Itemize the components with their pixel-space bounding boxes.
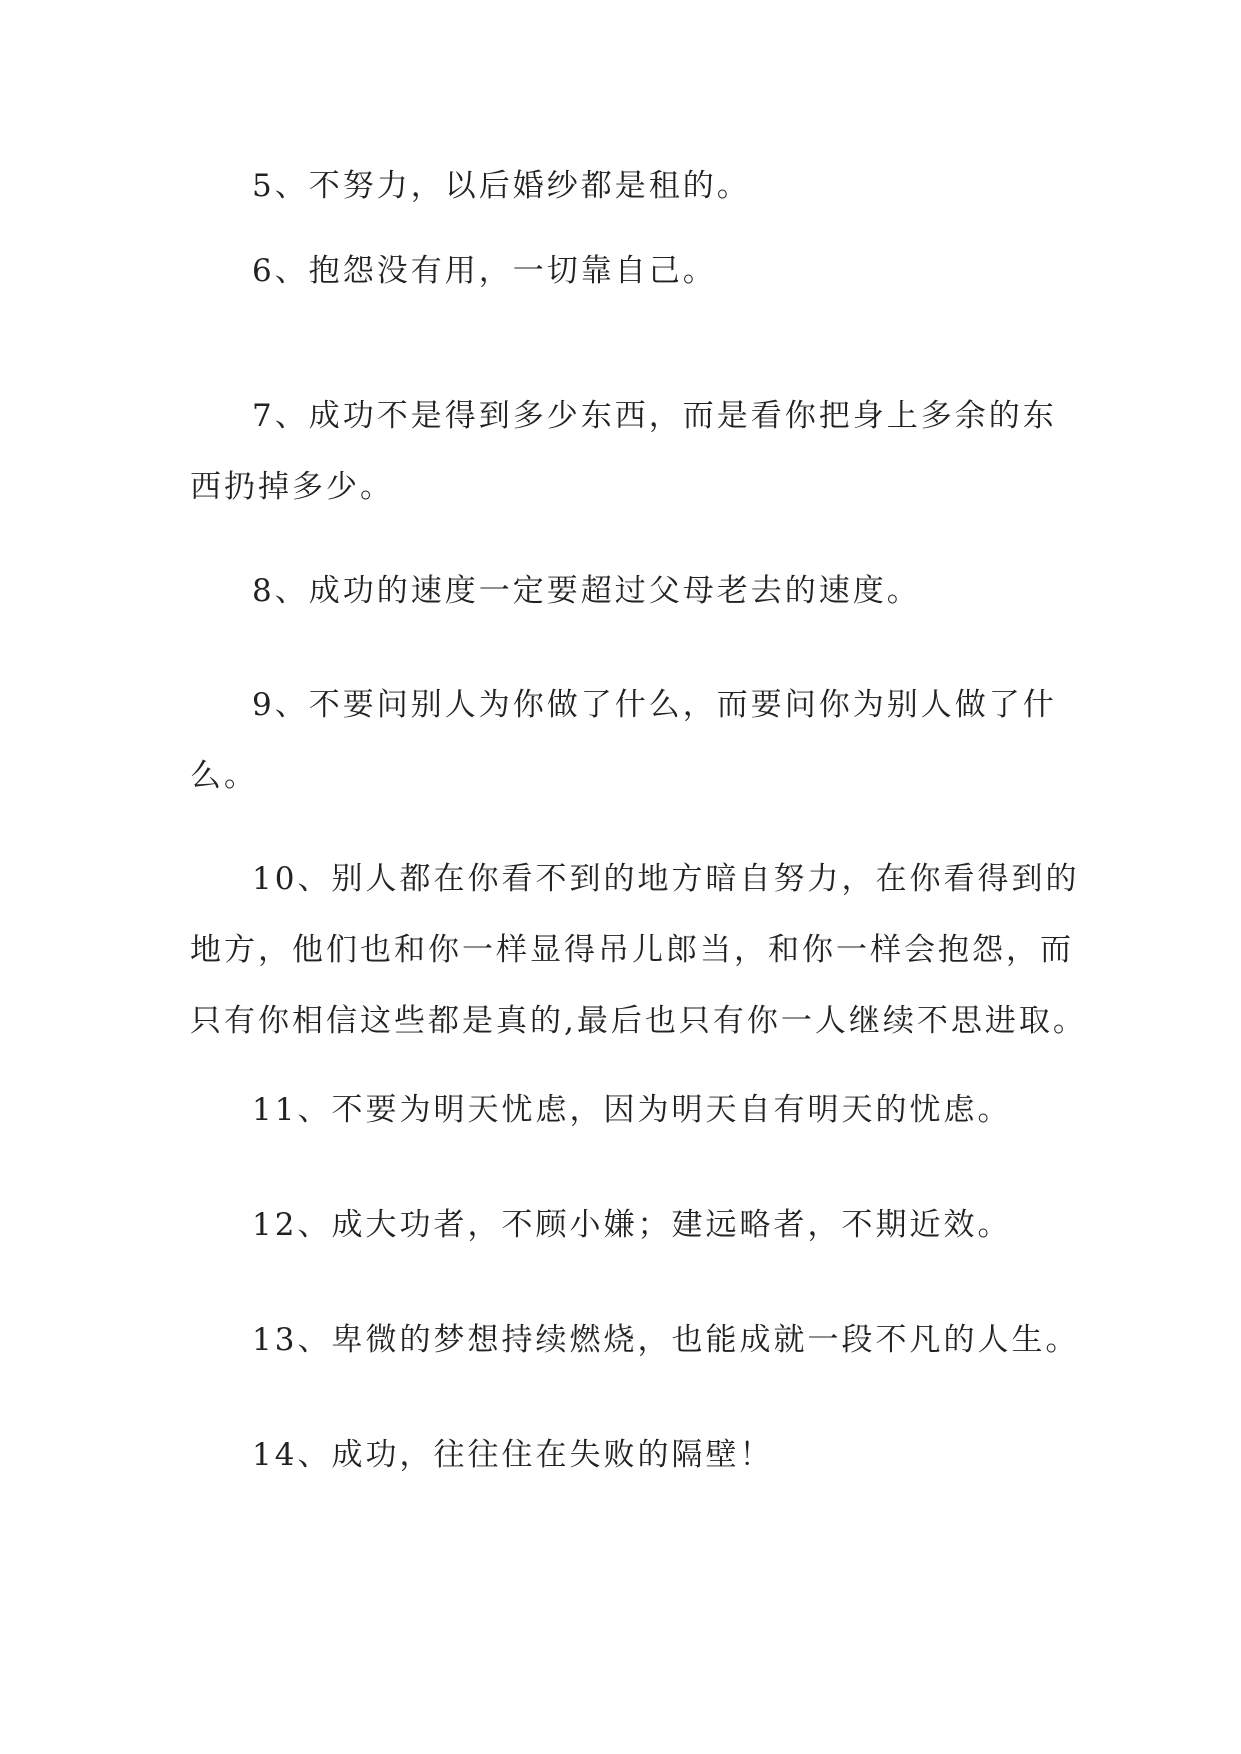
paragraph-line: 14、成功，往往住在失败的隔壁！ [252,1437,774,1473]
paragraph-7 [190,381,1057,523]
paragraph-line: 西扔掉多少。 [190,469,394,505]
paragraph-8 [190,556,1050,627]
paragraph-line: 12、成大功者，不顾小嫌；建远略者，不期近效。 [252,1207,1012,1243]
paragraph-line: 么。 [190,758,258,794]
paragraph-line: 7、成功不是得到多少东西，而是看你把身上多余的东 [252,398,1057,434]
paragraph-5 [190,151,1050,222]
paragraph-11 [190,1075,1050,1146]
paragraph-line: 地方，他们也和你一样显得吊儿郎当，和你一样会抱怨，而 [190,932,1074,968]
paragraph-line: 13、卑微的梦想持续燃烧，也能成就一段不凡的人生。 [252,1322,1080,1358]
paragraph-line: 11、不要为明天忧虑，因为明天自有明天的忧虑。 [252,1092,1012,1128]
paragraph-14 [190,1420,1050,1491]
paragraph-line: 9、不要问别人为你做了什么，而要问你为别人做了什 [252,687,1057,723]
paragraph-12 [190,1190,1050,1261]
paragraph-10 [190,844,1087,1057]
paragraph-line: 8、成功的速度一定要超过父母老去的速度。 [252,573,921,609]
paragraph-6 [190,236,1050,307]
paragraph-line: 只有你相信这些都是真的,最后也只有你一人继续不思进取。 [190,1003,1087,1039]
paragraph-13 [190,1305,1080,1376]
paragraph-9 [190,670,1057,812]
paragraph-line: 5、不努力，以后婚纱都是租的。 [252,168,751,204]
paragraph-line: 10、别人都在你看不到的地方暗自努力，在你看得到的 [252,861,1080,897]
paragraph-line: 6、抱怨没有用，一切靠自己。 [252,253,717,289]
